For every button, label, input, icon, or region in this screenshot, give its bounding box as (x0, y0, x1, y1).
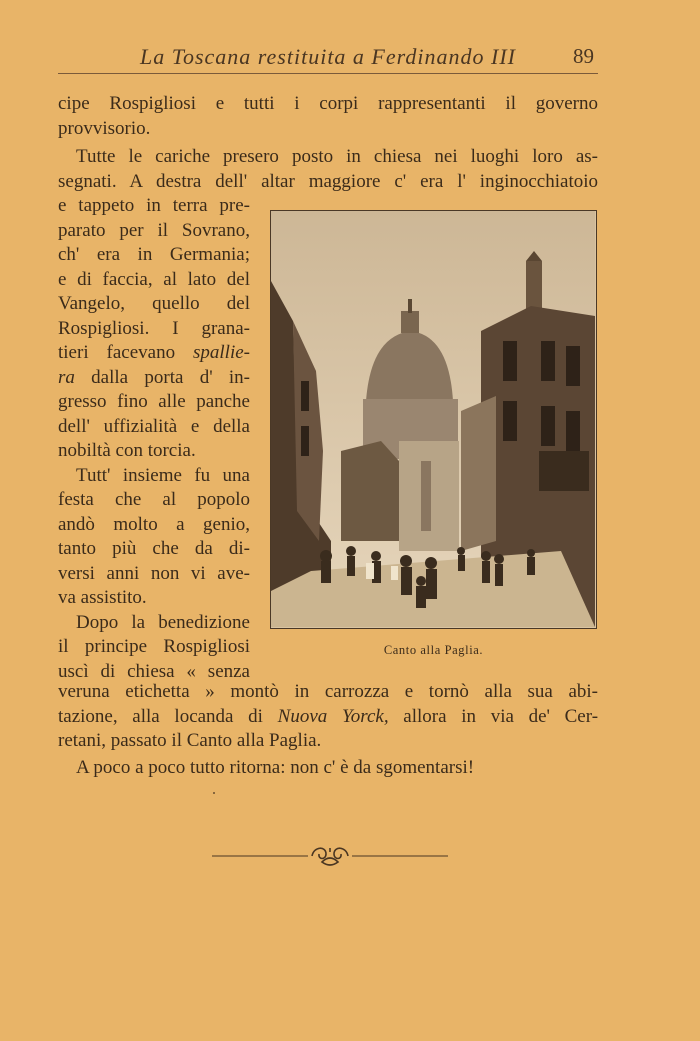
text-line: ch' era in Germania; (58, 244, 250, 265)
text-line: nobiltà con torcia. (58, 440, 196, 461)
text-run: allora in via de' Cer- (388, 705, 598, 727)
text-line: Rospigliosi. I grana- (58, 317, 250, 339)
header-rule (58, 73, 598, 74)
engraving-canto-alla-paglia (270, 210, 597, 629)
text-line: provvisorio. (58, 117, 151, 139)
text-line: gresso fino alle panche (58, 391, 250, 412)
text-line: cipe Rospigliosi e tutti i corpi rappresentanti il governo (58, 93, 598, 114)
text-line: andò molto a genio, (58, 513, 250, 535)
text-line: festa che al popolo (58, 489, 250, 510)
page-number: 89 (573, 44, 594, 68)
text-line: dell' uffizialità e della (58, 415, 250, 437)
text-line (58, 341, 250, 366)
text-line: parato per il Sovrano, (58, 219, 250, 241)
text-line: va assistito. (58, 587, 147, 608)
text-line: e di faccia, al lato del (58, 268, 250, 290)
paragraph-2-narrow (58, 194, 250, 684)
ornamental-rule-icon (212, 840, 448, 870)
paragraph-4-tail (58, 680, 598, 754)
italic-term: Nuova Yorck, (277, 705, 389, 727)
running-head-title: La Toscana restituita a Ferdinando III (140, 44, 516, 69)
figure-caption: Canto alla Paglia. (383, 643, 484, 657)
text-line (58, 705, 598, 730)
paragraph-2-head (58, 145, 598, 194)
text-line: il principe Rospigliosi (58, 636, 250, 657)
running-head (58, 40, 598, 74)
text-line: Tutte le cariche presero posto in chiesa nei luoghi loro as- (76, 146, 598, 167)
text-line (58, 366, 250, 391)
text-line: A poco a poco tutto ritorna: non c' è da sgomentarsi! (76, 757, 475, 778)
stray-mark (213, 792, 215, 794)
text-run: tieri facevano (58, 342, 193, 363)
text-line: veruna etichetta » montò in carrozza e tornò alla sua abi- (58, 681, 598, 702)
text-line: e tappeto in terra pre- (58, 195, 250, 216)
paragraph-1 (58, 92, 598, 141)
engraving-illustration (271, 211, 595, 627)
text-run: tazione, alla locanda di (58, 705, 278, 727)
text-line: segnati. A destra dell' altar maggiore c' era l' inginocchiatoio (58, 170, 598, 192)
text-line: Tutt' insieme fu una (76, 464, 250, 486)
text-line: Dopo la benedizione (76, 611, 250, 633)
text-line: tanto più che da di- (58, 538, 250, 559)
text-line: retani, passato il Canto alla Paglia. (58, 730, 322, 751)
paragraph-5 (58, 756, 598, 781)
text-line: versi anni non vi ave- (58, 562, 250, 584)
italic-term: ra (58, 366, 75, 388)
italic-term: spallie- (193, 342, 250, 363)
text-line: Vangelo, quello del (58, 293, 250, 314)
text-line: uscì di chiesa « senza (58, 660, 250, 682)
text-run: dalla porta d' in- (74, 366, 250, 388)
